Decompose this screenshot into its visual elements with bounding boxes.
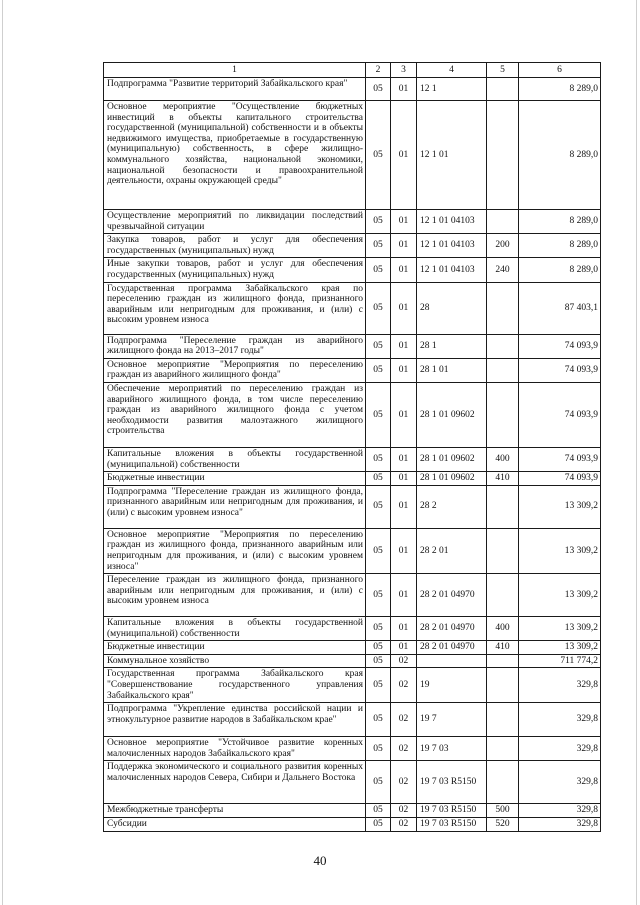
row-podrazdel: 02 [391, 654, 417, 668]
row-razdel: 05 [366, 282, 391, 334]
row-amount: 74 093,9 [519, 334, 601, 358]
row-podrazdel: 01 [391, 258, 417, 282]
row-expense-type: 520 [487, 818, 519, 832]
row-podrazdel: 01 [391, 78, 417, 101]
row-razdel: 05 [366, 574, 391, 617]
row-name: Иные закупки товаров, работ и услуг для обеспечения государственных (муниципальных) нужд [104, 258, 366, 282]
row-razdel: 05 [366, 472, 391, 486]
row-name: Осуществление мероприятий по ликвидации последствий чрезвычайной ситуации [104, 210, 366, 234]
row-amount: 329,8 [519, 668, 601, 703]
row-amount: 74 093,9 [519, 358, 601, 382]
row-razdel: 05 [366, 234, 391, 258]
row-razdel: 05 [366, 528, 391, 573]
row-name: Бюджетные инвестиции [104, 472, 366, 486]
scan-edge-left [2, 0, 3, 905]
row-podrazdel: 01 [391, 358, 417, 382]
row-target-code: 28 1 01 09602 [417, 382, 487, 447]
row-expense-type [487, 382, 519, 447]
row-expense-type [487, 485, 519, 528]
row-podrazdel: 01 [391, 382, 417, 447]
row-amount: 13 309,2 [519, 641, 601, 655]
row-name: Коммунальное хозяйство [104, 654, 366, 668]
table-row [104, 737, 601, 761]
row-name: Основное мероприятие "Осуществление бюджетных инвестиций в объекты капитального строительства государственной (муниципальной) собственности и в объекты недвижимого имущества, приобретаемые в государственную (муниципальную) собственность, в сфере жилищно-коммунального хозяйства, национальной экономики, национальной безопасности и правоохранительной деятельности, охраны окружающей среды" [104, 101, 366, 210]
row-amount: 8 289,0 [519, 210, 601, 234]
row-target-code: 28 2 01 04970 [417, 574, 487, 617]
row-name: Подпрограмма "Переселение граждан из жилищного фонда, признанного аварийным или непригодным для проживания, и (или) с высоким уровнем износа" [104, 485, 366, 528]
row-name: Основное мероприятие "Мероприятия по переселению граждан из аварийного жилищного фонда" [104, 358, 366, 382]
row-amount: 13 309,2 [519, 485, 601, 528]
row-amount: 8 289,0 [519, 234, 601, 258]
row-target-code: 12 1 01 [417, 101, 487, 210]
row-expense-type [487, 703, 519, 737]
row-razdel: 05 [366, 654, 391, 668]
row-podrazdel: 02 [391, 703, 417, 737]
row-podrazdel: 01 [391, 485, 417, 528]
row-podrazdel: 01 [391, 210, 417, 234]
table-row [104, 358, 601, 382]
header-col-6: 6 [519, 63, 601, 78]
row-name: Подпрограмма "Укрепление единства российской нации и этнокультурное развитие народов в Забайкальском крае" [104, 703, 366, 737]
row-podrazdel: 01 [391, 234, 417, 258]
row-expense-type [487, 737, 519, 761]
row-name: Основное мероприятие "Устойчивое развитие коренных малочисленных народов Забайкальского края" [104, 737, 366, 761]
table-row [104, 210, 601, 234]
row-amount: 329,8 [519, 737, 601, 761]
row-target-code [417, 654, 487, 668]
row-razdel: 05 [366, 703, 391, 737]
row-name: Подпрограмма "Развитие территорий Забайкальского края" [104, 78, 366, 101]
row-expense-type: 500 [487, 804, 519, 818]
header-col-3: 3 [391, 63, 417, 78]
table-row [104, 334, 601, 358]
row-name: Основное мероприятие "Мероприятия по переселению граждан из жилищного фонда, признанного аварийным или непригодным для проживания, и (или) с высоким уровнем износа" [104, 528, 366, 573]
row-razdel: 05 [366, 334, 391, 358]
row-name: Капитальные вложения в объекты государственной (муниципальной) собственности [104, 447, 366, 471]
table-row [104, 761, 601, 804]
row-podrazdel: 02 [391, 737, 417, 761]
row-target-code: 12 1 01 04103 [417, 258, 487, 282]
row-expense-type [487, 654, 519, 668]
row-expense-type: 200 [487, 234, 519, 258]
header-col-2: 2 [366, 63, 391, 78]
table-row [104, 382, 601, 447]
row-expense-type [487, 210, 519, 234]
row-amount: 8 289,0 [519, 101, 601, 210]
table-row [104, 447, 601, 471]
row-name: Государственная программа Забайкальского края "Совершенствование государственного управления Забайкальского края" [104, 668, 366, 703]
row-expense-type: 410 [487, 472, 519, 486]
row-name: Капитальные вложения в объекты государственной (муниципальной) собственности [104, 617, 366, 641]
table-row [104, 617, 601, 641]
row-amount: 87 403,1 [519, 282, 601, 334]
row-expense-type [487, 668, 519, 703]
table-row [104, 574, 601, 617]
row-razdel: 05 [366, 382, 391, 447]
row-amount: 8 289,0 [519, 78, 601, 101]
table-header-row [104, 63, 601, 78]
row-amount: 74 093,9 [519, 472, 601, 486]
table-row [104, 234, 601, 258]
row-target-code: 19 7 03 R5150 [417, 804, 487, 818]
row-podrazdel: 02 [391, 668, 417, 703]
row-expense-type [487, 358, 519, 382]
table-row [104, 641, 601, 655]
row-amount: 8 289,0 [519, 258, 601, 282]
table-row [104, 258, 601, 282]
header-col-4: 4 [417, 63, 487, 78]
row-podrazdel: 01 [391, 101, 417, 210]
row-amount: 13 309,2 [519, 574, 601, 617]
row-razdel: 05 [366, 447, 391, 471]
row-razdel: 05 [366, 617, 391, 641]
row-amount: 74 093,9 [519, 382, 601, 447]
table-row [104, 282, 601, 334]
row-razdel: 05 [366, 818, 391, 832]
row-target-code: 28 1 01 09602 [417, 447, 487, 471]
row-amount: 329,8 [519, 804, 601, 818]
table-row [104, 472, 601, 486]
row-target-code: 28 1 [417, 334, 487, 358]
row-expense-type [487, 528, 519, 573]
row-expense-type [487, 334, 519, 358]
row-razdel: 05 [366, 210, 391, 234]
row-expense-type: 410 [487, 641, 519, 655]
row-podrazdel: 01 [391, 617, 417, 641]
row-target-code: 28 2 01 04970 [417, 641, 487, 655]
row-expense-type: 400 [487, 617, 519, 641]
row-expense-type: 400 [487, 447, 519, 471]
budget-table-body [104, 63, 601, 832]
row-podrazdel: 01 [391, 528, 417, 573]
row-name: Подпрограмма "Переселение граждан из аварийного жилищного фонда на 2013–2017 годы" [104, 334, 366, 358]
page-number: 40 [313, 853, 327, 868]
row-target-code: 28 2 01 [417, 528, 487, 573]
row-amount: 711 774,2 [519, 654, 601, 668]
row-name: Закупка товаров, работ и услуг для обеспечения государственных (муниципальных) нужд [104, 234, 366, 258]
row-podrazdel: 01 [391, 641, 417, 655]
row-razdel: 05 [366, 668, 391, 703]
row-target-code: 12 1 [417, 78, 487, 101]
row-target-code: 19 7 03 R5150 [417, 818, 487, 832]
table-row [104, 654, 601, 668]
row-amount: 13 309,2 [519, 528, 601, 573]
scan-edge-right [636, 0, 637, 905]
row-podrazdel: 02 [391, 804, 417, 818]
row-expense-type [487, 101, 519, 210]
row-razdel: 05 [366, 641, 391, 655]
table-row [104, 485, 601, 528]
row-razdel: 05 [366, 101, 391, 210]
table-row [104, 668, 601, 703]
row-expense-type: 240 [487, 258, 519, 282]
row-razdel: 05 [366, 78, 391, 101]
row-name: Переселение граждан из жилищного фонда, признанного аварийным или непригодным для проживания, и (или) с высоким уровнем износа [104, 574, 366, 617]
row-target-code: 28 2 01 04970 [417, 617, 487, 641]
row-amount: 329,8 [519, 761, 601, 804]
row-razdel: 05 [366, 485, 391, 528]
budget-table [103, 62, 601, 832]
header-col-5: 5 [487, 63, 519, 78]
row-razdel: 05 [366, 761, 391, 804]
row-podrazdel: 01 [391, 574, 417, 617]
row-amount: 329,8 [519, 703, 601, 737]
row-amount: 329,8 [519, 818, 601, 832]
row-target-code: 28 1 01 [417, 358, 487, 382]
row-podrazdel: 01 [391, 472, 417, 486]
table-row [104, 703, 601, 737]
table-row [104, 101, 601, 210]
row-amount: 74 093,9 [519, 447, 601, 471]
row-target-code: 28 1 01 09602 [417, 472, 487, 486]
row-podrazdel: 01 [391, 282, 417, 334]
row-expense-type [487, 78, 519, 101]
row-name: Субсидии [104, 818, 366, 832]
row-name: Поддержка экономического и социального развития коренных малочисленных народов Севера, Сибири и Дальнего Востока [104, 761, 366, 804]
row-name: Обеспечение мероприятий по переселению граждан из аварийного жилищного фонда, в том числе переселению граждан из аварийного жилищного фонда с учетом необходимости развития малоэтажного жилищного строительства [104, 382, 366, 447]
row-podrazdel: 02 [391, 818, 417, 832]
row-podrazdel: 01 [391, 334, 417, 358]
row-name: Бюджетные инвестиции [104, 641, 366, 655]
row-podrazdel: 02 [391, 761, 417, 804]
row-razdel: 05 [366, 737, 391, 761]
row-razdel: 05 [366, 804, 391, 818]
row-target-code: 12 1 01 04103 [417, 210, 487, 234]
table-row [104, 818, 601, 832]
row-amount: 13 309,2 [519, 617, 601, 641]
table-row [104, 528, 601, 573]
row-razdel: 05 [366, 358, 391, 382]
row-podrazdel: 01 [391, 447, 417, 471]
row-target-code: 19 [417, 668, 487, 703]
row-razdel: 05 [366, 258, 391, 282]
row-target-code: 28 [417, 282, 487, 334]
row-target-code: 19 7 [417, 703, 487, 737]
row-target-code: 19 7 03 [417, 737, 487, 761]
row-target-code: 28 2 [417, 485, 487, 528]
row-target-code: 12 1 01 04103 [417, 234, 487, 258]
table-row [104, 78, 601, 101]
header-col-1: 1 [104, 63, 366, 78]
table-row [104, 804, 601, 818]
row-expense-type [487, 574, 519, 617]
row-expense-type [487, 282, 519, 334]
row-name: Государственная программа Забайкальского края по переселению граждан из жилищного фонда, признанного аварийным или непригодным для проживания, и (или) с высоким уровнем износа [104, 282, 366, 334]
row-name: Межбюджетные трансферты [104, 804, 366, 818]
row-expense-type [487, 761, 519, 804]
row-target-code: 19 7 03 R5150 [417, 761, 487, 804]
